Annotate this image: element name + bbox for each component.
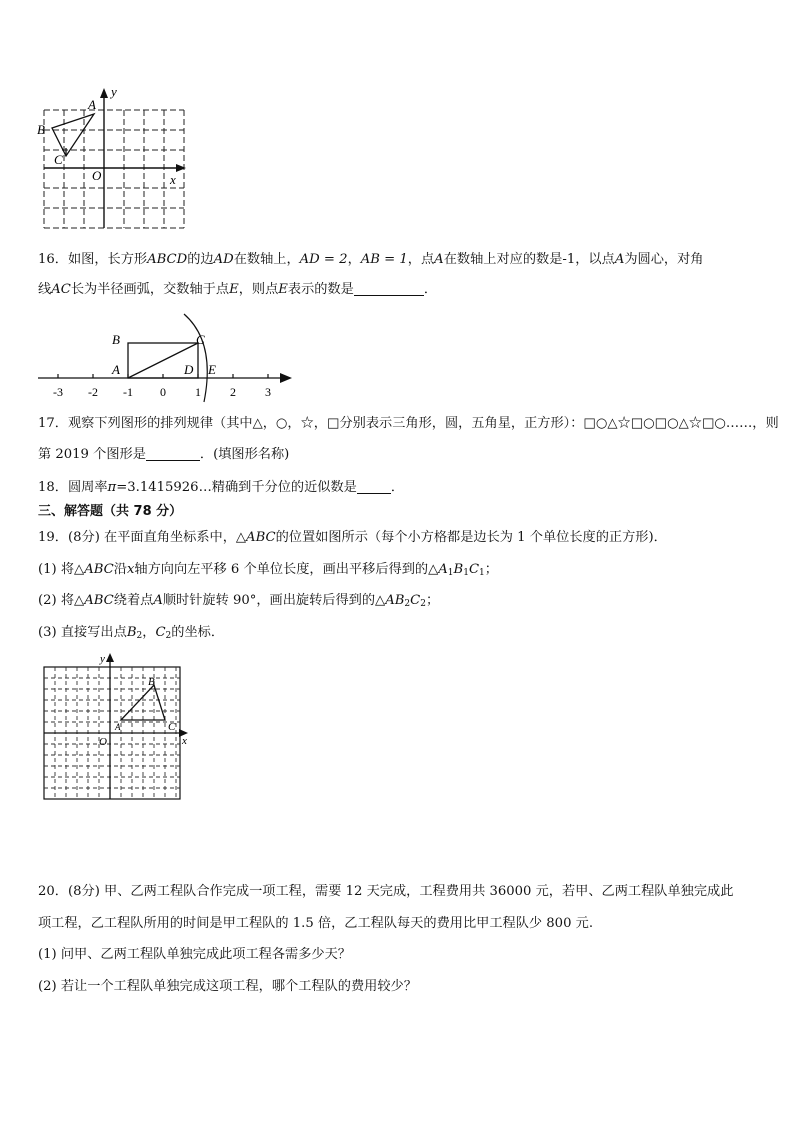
q16-text: 长为半径画弧，交数轴于点 — [70, 282, 230, 297]
q19-label-a: A — [115, 722, 121, 732]
q16-text: ． — [423, 282, 438, 297]
q15-label-c: C — [54, 152, 63, 167]
q16-var: ABCD — [147, 252, 188, 267]
q16-tick-labels — [53, 385, 271, 399]
q16-tick-label: 0 — [160, 385, 166, 399]
q16-text: 如图，长方形 — [67, 252, 148, 267]
q19-part2 — [38, 592, 439, 610]
q19-sub: 2 — [404, 599, 411, 609]
q19-label-c: C — [168, 721, 176, 733]
q19-text: ； — [425, 593, 440, 608]
q20-part1: (1) 问甲、乙两工程队单独完成此项工程各需多少天？ — [38, 947, 351, 962]
q19-part3 — [38, 624, 224, 642]
q19-var: C — [410, 593, 421, 608]
q16-tick-label: 1 — [195, 385, 201, 399]
q16-number: 16． — [38, 252, 68, 267]
q15-grid-figure — [34, 84, 194, 234]
q15-label-x: x — [170, 172, 176, 187]
q19-grid-figure — [40, 650, 192, 804]
q15-label-y: y — [111, 84, 117, 99]
q17-answer-blank[interactable] — [146, 446, 200, 461]
q19-text: 的坐标． — [171, 625, 225, 640]
q16-text: ， — [347, 252, 361, 267]
q17-line2 — [38, 446, 289, 464]
q19-intro — [38, 529, 667, 547]
q19-var: C — [155, 625, 166, 640]
q16-label-a: A — [112, 362, 120, 377]
q16-label-b: B — [112, 332, 120, 347]
q19-sub: 1 — [479, 568, 485, 578]
q16-eq: AB = 1 — [360, 252, 408, 267]
q19-text: 沿 — [113, 562, 127, 577]
q17-text: 第 2019 个图形是 — [38, 447, 146, 462]
q16-label-d: D — [184, 362, 194, 377]
q20-part2: (2) 若让一个工程队单独完成这项工程，哪个工程队的费用较少？ — [38, 979, 417, 994]
q16-text: 的边 — [187, 252, 214, 267]
q17-line1: 17．观察下列图形的排列规律（其中△，○，☆，□分别表示三角形，圆，五角星，正方形）：□○△☆□○□○△☆□○……，则 — [38, 416, 779, 431]
q16-numberline-figure — [34, 312, 298, 404]
q16-var: AD — [213, 252, 234, 267]
q19-text: (1) 将△ — [38, 562, 85, 577]
q19-text: 顺时针旋转 90°，画出旋转后得到的△ — [162, 593, 386, 608]
q19-text: 的位置如图所示（每个小方格都是边长为 1 个单位长度的正方形)． — [275, 530, 667, 545]
section-title: 三、解答题（共 78 分） — [38, 504, 183, 519]
q19-label-b: B — [148, 676, 155, 688]
q16-text: 在数轴上对应的数是-1，以点 — [443, 252, 615, 267]
q16-label-c: C — [196, 332, 205, 347]
q16-text: 表示的数是 — [287, 282, 354, 297]
q16-var: A — [614, 252, 625, 267]
q16-var: E — [229, 282, 239, 297]
q16-arrow-head — [280, 373, 292, 383]
q18-text: =3.1415926…精确到千分位的近似数是 — [116, 480, 357, 495]
q19-text: (2) 将△ — [38, 593, 85, 608]
q19-sub: 2 — [165, 631, 172, 641]
q16-tick-label: -3 — [53, 385, 63, 399]
q18-pi: π — [107, 480, 117, 495]
q17-text: ．(填图形名称) — [199, 447, 290, 462]
q16-label-e: E — [208, 362, 216, 377]
q16-var: AC — [51, 282, 71, 297]
q19-label-o: O — [99, 736, 107, 748]
q16-answer-blank[interactable] — [354, 281, 424, 296]
q15-label-a: A — [88, 97, 96, 112]
q16-line2 — [38, 281, 437, 299]
q18-text: ． — [390, 480, 405, 495]
q15-grid — [44, 110, 184, 228]
q16-text: ，则点 — [238, 282, 279, 297]
q19-var: B — [453, 562, 464, 577]
q16-text: 线 — [38, 282, 52, 297]
q19-text: (3) 直接写出点 — [38, 625, 127, 640]
q16-var: A — [434, 252, 444, 267]
q19-text: 轴方向向左平移 6 个单位长度，画出平移后得到的△ — [134, 562, 439, 577]
q19-label-y: y — [100, 653, 105, 665]
q18-text: 18．圆周率 — [38, 480, 108, 495]
q19-sub: 1 — [447, 568, 454, 578]
q19-label-x: x — [182, 735, 187, 747]
q16-eq: AD = 2 — [299, 252, 348, 267]
q19-var: B — [126, 625, 137, 640]
q16-text: 为圆心，对角 — [624, 252, 704, 267]
q16-tick-label: -2 — [88, 385, 98, 399]
q19-sub: 1 — [463, 568, 469, 578]
q19-sub: 2 — [420, 599, 426, 609]
q16-line1 — [38, 251, 703, 269]
q19-var: ABC — [84, 562, 114, 577]
q19-var: x — [126, 562, 135, 577]
q19-var: A — [438, 562, 448, 577]
q16-text: 在数轴上， — [233, 252, 300, 267]
q19-text: ； — [484, 562, 498, 577]
q16-text: ，点 — [407, 252, 435, 267]
q16-tick-label: 3 — [265, 385, 271, 399]
q19-var: AB — [385, 593, 405, 608]
q15-label-o: O — [92, 168, 102, 183]
q19-var: ABC — [246, 530, 276, 545]
q18-answer-blank[interactable] — [357, 479, 391, 494]
q19-text: 19．(8分) 在平面直角坐标系中，△ — [38, 530, 247, 545]
q16-tick-label: -1 — [123, 385, 133, 399]
q16-point-labels — [111, 332, 216, 377]
q19-var: A — [153, 593, 163, 608]
q15-axes — [44, 88, 186, 228]
q19-var: ABC — [84, 593, 114, 608]
q19-text: ， — [142, 625, 156, 640]
q18-line — [38, 479, 404, 497]
q16-tick-label: 2 — [230, 385, 236, 399]
q19-part1 — [38, 561, 498, 579]
q20-line1: 20．(8分) 甲、乙两工程队合作完成一项工程，需要 12 天完成，工程费用共 36000 元，若甲、乙两工程队单独完成此 — [38, 884, 734, 899]
q19-sub: 2 — [136, 631, 143, 641]
q19-text: 绕着点 — [113, 593, 154, 608]
q15-label-b: B — [37, 122, 45, 137]
q20-line2: 项工程，乙工程队所用的时间是甲工程队的 1.5 倍，乙工程队每天的费用比甲工程队少 800 元. — [38, 916, 594, 931]
q19-var: C — [468, 562, 480, 577]
q16-var: E — [278, 282, 288, 297]
